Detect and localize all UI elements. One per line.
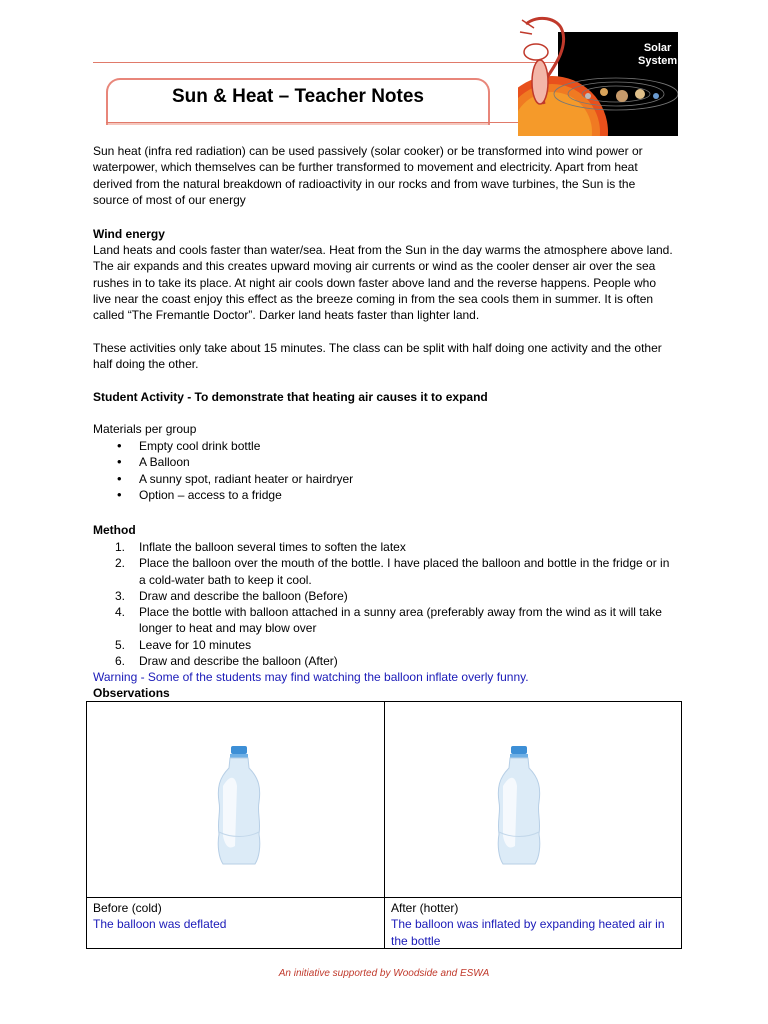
after-result: The balloon was inflated by expanding heated air in the bottle [391, 917, 665, 948]
method-heading: Method [93, 523, 136, 537]
wind-note: These activities only take about 15 minutes. The class can be split with half doing one activity and the other half doing the other. [93, 341, 662, 372]
table-divider-horizontal [87, 897, 681, 898]
step-text: Place the balloon over the mouth of the bottle. I have placed the balloon and bottle in the fridge or in a cold-water bath to keep it cool. [139, 556, 670, 587]
step-text: Inflate the balloon several times to soften the latex [139, 540, 406, 554]
wasp-icon [518, 12, 678, 136]
materials-item: • Option – access to a fridge [93, 487, 673, 503]
footer-credit: An initiative supported by Woodside and ESWA [278, 968, 490, 979]
step-number: 1. [115, 540, 126, 554]
method-list [93, 539, 673, 669]
after-cell [391, 900, 679, 949]
page-title: Sun & Heat – Teacher Notes [171, 86, 424, 107]
logo-label [638, 42, 677, 68]
before-cell [93, 900, 379, 933]
intro-paragraph: Sun heat (infra red radiation) can be used passively (solar cooker) or be transformed into wind power or waterpower, which themselves can be further transformed to movement and electricity. Apart from heat derived from the natural breakdown of radioactivity in our rocks and from wave turbines, the Sun is the source of most of our energy [93, 144, 643, 207]
bottle-before-icon [215, 746, 263, 868]
materials-item: • A Balloon [93, 454, 673, 470]
materials-heading: Materials per group [93, 422, 197, 436]
wind-heading: Wind energy [93, 227, 165, 241]
before-result: The balloon was deflated [93, 917, 227, 932]
method-step [93, 555, 673, 588]
step-text: Draw and describe the balloon (Before) [139, 588, 348, 603]
method-step [93, 588, 673, 604]
step-number: 6. [115, 654, 126, 669]
materials-list [93, 438, 673, 503]
bottle-after-icon [495, 746, 543, 868]
after-label: After (hotter) [391, 901, 459, 915]
method-step [93, 539, 673, 555]
logo-label-line1: Solar [643, 42, 672, 54]
logo-label-line2: System [638, 55, 678, 67]
step-number: 2. [115, 556, 126, 571]
before-label: Before (cold) [93, 901, 162, 915]
step-text: Draw and describe the balloon (After) [139, 654, 338, 669]
step-text: Place the bottle with balloon attached in a sunny area (preferably away from the wind as it will take longer to heat and may blow over [139, 605, 662, 636]
step-number: 4. [115, 605, 126, 620]
materials-item: • Empty cool drink bottle [93, 438, 673, 454]
warning-text: Warning - Some of the students may find watching the balloon inflate overly funny. [93, 670, 529, 684]
step-number: 3. [115, 588, 126, 603]
method-step [93, 653, 673, 669]
activity-heading: Student Activity - To demonstrate that heating air causes it to expand [93, 390, 488, 404]
step-text: Leave for 10 minutes [139, 637, 252, 652]
table-divider-vertical [384, 702, 385, 948]
solar-system-logo [518, 12, 678, 130]
wind-paragraph: Land heats and cools faster than water/sea. Heat from the Sun in the day warms the atmosphere above land. The air expands and this creates upward moving air currents or wind as the cooler denser air over the sea rushes in to take its place. At night air cools down faster above land and the reverse happens. People who live near the coast enjoy this effect as the breeze coming in from the sea cools them in summer. It is often called “The Fremantle Doctor”. Darker land heats faster than lighter land. [93, 243, 673, 323]
observations-heading: Observations [93, 686, 170, 700]
materials-item: • A sunny spot, radiant heater or hairdryer [93, 471, 673, 487]
step-number: 5. [115, 637, 126, 652]
observations-table [86, 701, 682, 949]
method-step [93, 604, 673, 637]
method-step [93, 637, 673, 653]
